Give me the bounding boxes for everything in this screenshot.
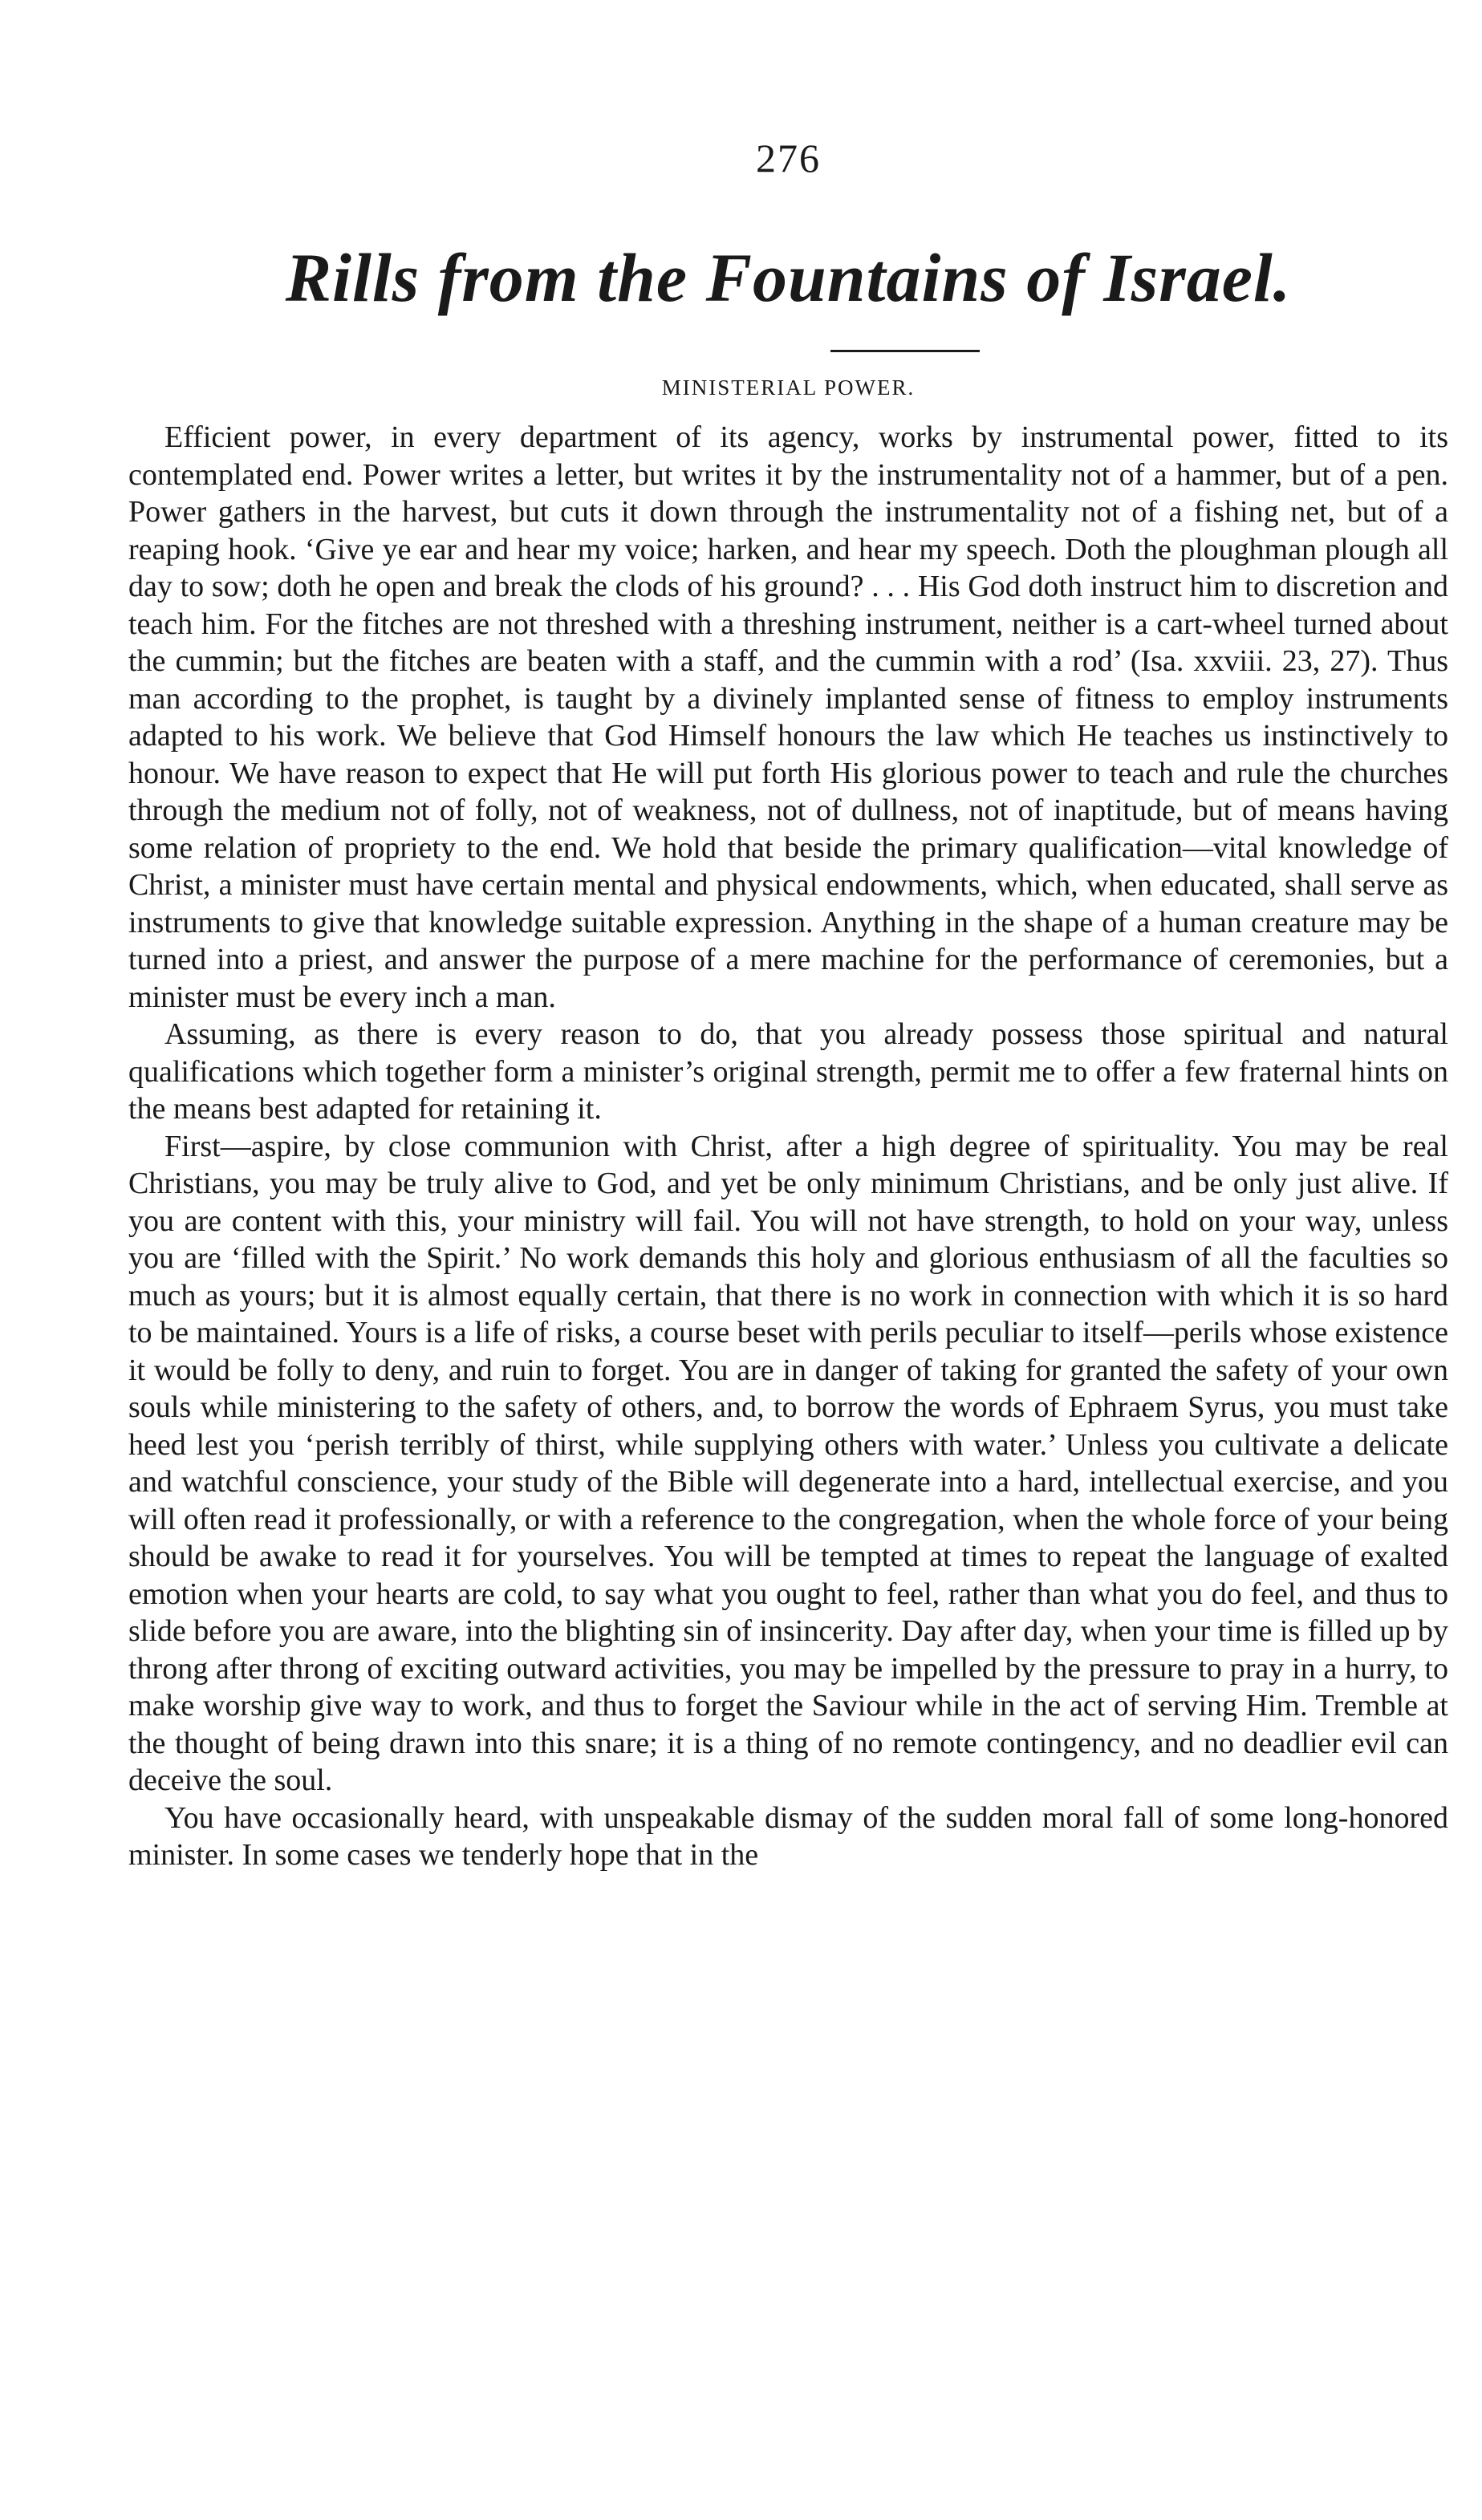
title-divider: [830, 350, 980, 352]
paragraph-moral-fall: You have occasionally heard, with unspeakable dismay of the sudden moral fall of some long-honored minister. In some cases we tenderly hope that in the: [128, 1800, 1448, 1872]
page-number: 276: [756, 136, 821, 181]
section-heading: MINISTERIAL POWER.: [661, 375, 916, 400]
page-title: Rills from the Fountains of Israel.: [285, 239, 1292, 316]
book-page: [128, 0, 1448, 2520]
paragraph-ministerial-power: Efficient power, in every department of its agency, works by instrumental power, fitted to its contemplated end. Power writes a letter, but writes it by the instrumentality not of a hammer, but of a pen. Power gathers in the harvest, but cuts it down through the instrumentality not of a fishing net, but of a reaping hook. ‘Give ye ear and hear my voice; harken, and hear my speech. Doth the ploughman plough all day to sow; doth he open and break the clods of his ground? . . . His God doth instruct him to discretion and teach him. For the fitches are not threshed with a threshing instrument, neither is a cart-wheel turned about the cummin; but the fitches are beaten with a staff, and the cummin with a rod’ (Isa. xxviii. 23, 27). Thus man according to the prophet, is taught by a divinely implanted sense of fitness to employ instruments adapted to his work. We believe that God Himself honours the law which He teaches us instinctively to honour. We have reason to expect that He will put forth His glorious power to teach and rule the churches through the medium not of folly, not of weakness, not of dullness, not of inaptitude, but of means having some relation of propriety to the end. We hold that beside the primary qualification—vital knowledge of Christ, a minister must have certain mental and physical endowments, which, when educated, shall serve as instruments to give that knowledge suitable expression. Anything in the shape of a human creature may be turned into a priest, and answer the purpose of a mere machine for the performance of ceremonies, but a minister must be every inch a man.: [128, 420, 1448, 1014]
body-text: [128, 419, 1448, 1874]
paragraph-first-aspire: First—aspire, by close communion with Christ, after a high degree of spirituality. You may be real Christians, you may be truly alive to God, and yet be only minimum Christians, and be only just alive. If you are content with this, your ministry will fail. You will not have strength, to hold on your way, unless you are ‘filled with the Spirit.’ No work demands this holy and glorious enthusiasm of all the faculties so much as yours; but it is almost equally certain, that there is no work in connection with which it is so hard to be maintained. Yours is a life of risks, a course beset with perils peculiar to itself—perils whose existence it would be folly to deny, and ruin to forget. You are in danger of taking for granted the safety of your own souls while ministering to the safety of others, and, to borrow the words of Ephraem Syrus, you must take heed lest you ‘perish terribly of thirst, while supplying others with water.’ Unless you cultivate a delicate and watchful conscience, your study of the Bible will degenerate into a hard, intellectual exercise, and you will often read it professionally, or with a reference to the congregation, when the whole force of your being should be awake to read it for yourselves. You will be tempted at times to repeat the language of exalted emotion when your hearts are cold, to say what you ought to feel, rather than what you do feel, and thus to slide before you are aware, into the blighting sin of insincerity. Day after day, when your time is filled up by throng after throng of exciting outward activities, you may be impelled by the pressure to pray in a hurry, to make worship give way to work, and thus to forget the Saviour while in the act of serving Him. Tremble at the thought of being drawn into this snare; it is a thing of no remote contingency, and no deadlier evil can deceive the soul.: [128, 1129, 1448, 1797]
paragraph-assuming: Assuming, as there is every reason to do, that you already possess those spiritual and natural qualifications which together form a minister’s original strength, permit me to offer a few fraternal hints on the means best adapted for retaining it.: [128, 1017, 1448, 1126]
